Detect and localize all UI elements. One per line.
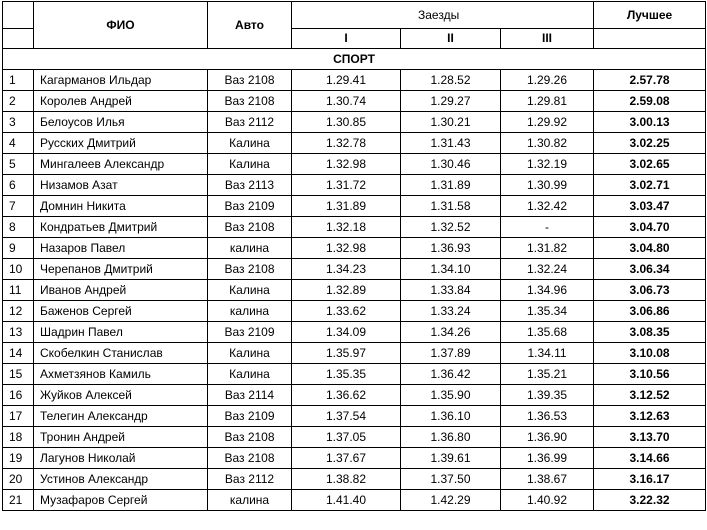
row-car: Ваз 2109 xyxy=(208,322,292,343)
row-heat-2: 1.37.89 xyxy=(401,343,501,364)
row-best: 3.08.35 xyxy=(594,322,706,343)
table-row xyxy=(3,406,706,427)
table-row xyxy=(3,259,706,280)
row-heat-1: 1.32.18 xyxy=(292,217,401,238)
row-name: Назаров Павел xyxy=(34,238,208,259)
row-heat-2: 1.30.21 xyxy=(401,112,501,133)
row-best: 3.22.32 xyxy=(594,490,706,511)
table-row xyxy=(3,448,706,469)
row-heat-2: 1.29.27 xyxy=(401,91,501,112)
row-car: калина xyxy=(208,301,292,322)
row-number: 9 xyxy=(3,238,34,259)
row-best: 3.04.70 xyxy=(594,217,706,238)
row-heat-1: 1.37.54 xyxy=(292,406,401,427)
header-fio: ФИО xyxy=(34,2,208,49)
row-best: 3.03.47 xyxy=(594,196,706,217)
row-car: калина xyxy=(208,490,292,511)
row-number: 7 xyxy=(3,196,34,217)
row-heat-1: 1.29.41 xyxy=(292,70,401,91)
row-heat-1: 1.34.23 xyxy=(292,259,401,280)
table-row xyxy=(3,238,706,259)
row-heat-3: 1.31.82 xyxy=(501,238,594,259)
row-best: 3.04.80 xyxy=(594,238,706,259)
table-row xyxy=(3,343,706,364)
row-heat-3: 1.38.67 xyxy=(501,469,594,490)
row-name: Русских Дмитрий xyxy=(34,133,208,154)
row-name: Лагунов Николай xyxy=(34,448,208,469)
row-number: 13 xyxy=(3,322,34,343)
row-name: Белоусов Илья xyxy=(34,112,208,133)
row-car: Ваз 2109 xyxy=(208,196,292,217)
header-best-sub xyxy=(594,29,706,49)
row-car: Калина xyxy=(208,364,292,385)
results-table xyxy=(2,1,706,511)
row-number: 18 xyxy=(3,427,34,448)
row-heat-3: 1.36.99 xyxy=(501,448,594,469)
row-heat-3: 1.29.81 xyxy=(501,91,594,112)
table-row xyxy=(3,364,706,385)
row-best: 3.06.34 xyxy=(594,259,706,280)
row-car: калина xyxy=(208,238,292,259)
row-name: Тронин Андрей xyxy=(34,427,208,448)
table-row xyxy=(3,427,706,448)
row-heat-1: 1.37.05 xyxy=(292,427,401,448)
header-heat-3: III xyxy=(501,29,594,49)
row-name: Иванов Андрей xyxy=(34,280,208,301)
row-best: 3.02.25 xyxy=(594,133,706,154)
row-car: Калина xyxy=(208,280,292,301)
row-heat-1: 1.30.74 xyxy=(292,91,401,112)
table-row xyxy=(3,490,706,511)
row-heat-2: 1.31.58 xyxy=(401,196,501,217)
row-heat-1: 1.37.67 xyxy=(292,448,401,469)
row-heat-1: 1.32.89 xyxy=(292,280,401,301)
row-heat-3: 1.29.92 xyxy=(501,112,594,133)
header-heats: Заезды xyxy=(292,2,594,29)
row-heat-2: 1.35.90 xyxy=(401,385,501,406)
row-name: Скобелкин Станислав xyxy=(34,343,208,364)
section-title: СПОРТ xyxy=(3,49,706,70)
row-heat-1: 1.30.85 xyxy=(292,112,401,133)
table-row xyxy=(3,70,706,91)
header-best: Лучшее xyxy=(594,2,706,29)
row-number: 2 xyxy=(3,91,34,112)
row-heat-2: 1.31.89 xyxy=(401,175,501,196)
row-heat-1: 1.32.98 xyxy=(292,238,401,259)
row-heat-2: 1.36.10 xyxy=(401,406,501,427)
row-number: 15 xyxy=(3,364,34,385)
row-number: 19 xyxy=(3,448,34,469)
row-best: 2.59.08 xyxy=(594,91,706,112)
header-auto: Авто xyxy=(208,2,292,49)
row-heat-1: 1.32.98 xyxy=(292,154,401,175)
row-heat-1: 1.38.82 xyxy=(292,469,401,490)
row-heat-2: 1.32.52 xyxy=(401,217,501,238)
row-heat-2: 1.31.43 xyxy=(401,133,501,154)
row-best: 3.02.71 xyxy=(594,175,706,196)
row-best: 3.00.13 xyxy=(594,112,706,133)
table-row xyxy=(3,280,706,301)
row-car: Ваз 2108 xyxy=(208,217,292,238)
row-name: Черепанов Дмитрий xyxy=(34,259,208,280)
table-row xyxy=(3,175,706,196)
row-name: Жуйков Алексей xyxy=(34,385,208,406)
row-number: 12 xyxy=(3,301,34,322)
row-heat-1: 1.41.40 xyxy=(292,490,401,511)
row-car: Ваз 2108 xyxy=(208,91,292,112)
row-car: Калина xyxy=(208,154,292,175)
row-name: Баженов Сергей xyxy=(34,301,208,322)
row-heat-1: 1.31.89 xyxy=(292,196,401,217)
row-best: 3.10.56 xyxy=(594,364,706,385)
row-heat-3: 1.32.19 xyxy=(501,154,594,175)
header-heat-2: II xyxy=(401,29,501,49)
row-best: 3.02.65 xyxy=(594,154,706,175)
row-car: Ваз 2114 xyxy=(208,385,292,406)
row-name: Мингалеев Александр xyxy=(34,154,208,175)
row-car: Калина xyxy=(208,133,292,154)
row-number: 14 xyxy=(3,343,34,364)
table-row xyxy=(3,385,706,406)
row-heat-2: 1.42.29 xyxy=(401,490,501,511)
row-heat-2: 1.39.61 xyxy=(401,448,501,469)
row-number: 21 xyxy=(3,490,34,511)
row-heat-3: 1.32.42 xyxy=(501,196,594,217)
row-name: Кондратьев Дмитрий xyxy=(34,217,208,238)
row-heat-3: 1.35.21 xyxy=(501,364,594,385)
row-heat-3: 1.40.92 xyxy=(501,490,594,511)
row-car: Ваз 2108 xyxy=(208,259,292,280)
row-best: 3.06.73 xyxy=(594,280,706,301)
table-row xyxy=(3,469,706,490)
row-name: Устинов Александр xyxy=(34,469,208,490)
row-heat-2: 1.33.84 xyxy=(401,280,501,301)
row-car: Ваз 2112 xyxy=(208,469,292,490)
row-heat-3: 1.30.99 xyxy=(501,175,594,196)
row-heat-2: 1.36.93 xyxy=(401,238,501,259)
row-name: Королев Андрей xyxy=(34,91,208,112)
row-heat-2: 1.34.10 xyxy=(401,259,501,280)
row-heat-1: 1.33.62 xyxy=(292,301,401,322)
row-number: 1 xyxy=(3,70,34,91)
row-heat-2: 1.33.24 xyxy=(401,301,501,322)
row-heat-3: 1.36.53 xyxy=(501,406,594,427)
row-number: 10 xyxy=(3,259,34,280)
row-heat-2: 1.36.80 xyxy=(401,427,501,448)
row-number: 8 xyxy=(3,217,34,238)
table-row xyxy=(3,133,706,154)
row-name: Ахметзянов Камиль xyxy=(34,364,208,385)
row-heat-1: 1.31.72 xyxy=(292,175,401,196)
row-heat-2: 1.34.26 xyxy=(401,322,501,343)
row-heat-3: 1.32.24 xyxy=(501,259,594,280)
row-car: Калина xyxy=(208,343,292,364)
table-row xyxy=(3,91,706,112)
row-heat-3: 1.35.68 xyxy=(501,322,594,343)
row-name: Музафаров Сергей xyxy=(34,490,208,511)
row-name: Шадрин Павел xyxy=(34,322,208,343)
row-heat-1: 1.35.35 xyxy=(292,364,401,385)
row-number: 16 xyxy=(3,385,34,406)
row-name: Низамов Азат xyxy=(34,175,208,196)
row-car: Ваз 2113 xyxy=(208,175,292,196)
row-heat-1: 1.32.78 xyxy=(292,133,401,154)
row-number: 3 xyxy=(3,112,34,133)
row-best: 3.10.08 xyxy=(594,343,706,364)
row-heat-2: 1.37.50 xyxy=(401,469,501,490)
header-heat-1: I xyxy=(292,29,401,49)
table-row xyxy=(3,322,706,343)
row-car: Ваз 2108 xyxy=(208,448,292,469)
row-car: Ваз 2109 xyxy=(208,406,292,427)
row-heat-3: - xyxy=(501,217,594,238)
header-number-cell xyxy=(3,2,34,29)
table-row xyxy=(3,112,706,133)
row-heat-3: 1.29.26 xyxy=(501,70,594,91)
row-number: 5 xyxy=(3,154,34,175)
row-heat-3: 1.34.11 xyxy=(501,343,594,364)
row-heat-1: 1.36.62 xyxy=(292,385,401,406)
row-heat-2: 1.30.46 xyxy=(401,154,501,175)
row-heat-1: 1.35.97 xyxy=(292,343,401,364)
row-heat-3: 1.30.82 xyxy=(501,133,594,154)
row-name: Кагарманов Ильдар xyxy=(34,70,208,91)
row-number: 4 xyxy=(3,133,34,154)
row-heat-2: 1.28.52 xyxy=(401,70,501,91)
row-heat-3: 1.34.96 xyxy=(501,280,594,301)
row-best: 3.16.17 xyxy=(594,469,706,490)
row-number: 11 xyxy=(3,280,34,301)
row-best: 3.12.52 xyxy=(594,385,706,406)
header-number-cell-sub xyxy=(3,29,34,49)
row-best: 3.14.66 xyxy=(594,448,706,469)
row-car: Ваз 2112 xyxy=(208,112,292,133)
row-best: 3.12.63 xyxy=(594,406,706,427)
row-number: 20 xyxy=(3,469,34,490)
row-heat-3: 1.35.34 xyxy=(501,301,594,322)
row-heat-3: 1.39.35 xyxy=(501,385,594,406)
row-car: Ваз 2108 xyxy=(208,427,292,448)
table-row xyxy=(3,301,706,322)
row-best: 3.13.70 xyxy=(594,427,706,448)
row-best: 3.06.86 xyxy=(594,301,706,322)
row-heat-1: 1.34.09 xyxy=(292,322,401,343)
row-car: Ваз 2108 xyxy=(208,70,292,91)
row-number: 17 xyxy=(3,406,34,427)
row-heat-3: 1.36.90 xyxy=(501,427,594,448)
table-row xyxy=(3,196,706,217)
row-heat-2: 1.36.42 xyxy=(401,364,501,385)
row-number: 6 xyxy=(3,175,34,196)
row-best: 2.57.78 xyxy=(594,70,706,91)
row-name: Домнин Никита xyxy=(34,196,208,217)
table-row xyxy=(3,154,706,175)
row-name: Телегин Александр xyxy=(34,406,208,427)
table-row xyxy=(3,217,706,238)
